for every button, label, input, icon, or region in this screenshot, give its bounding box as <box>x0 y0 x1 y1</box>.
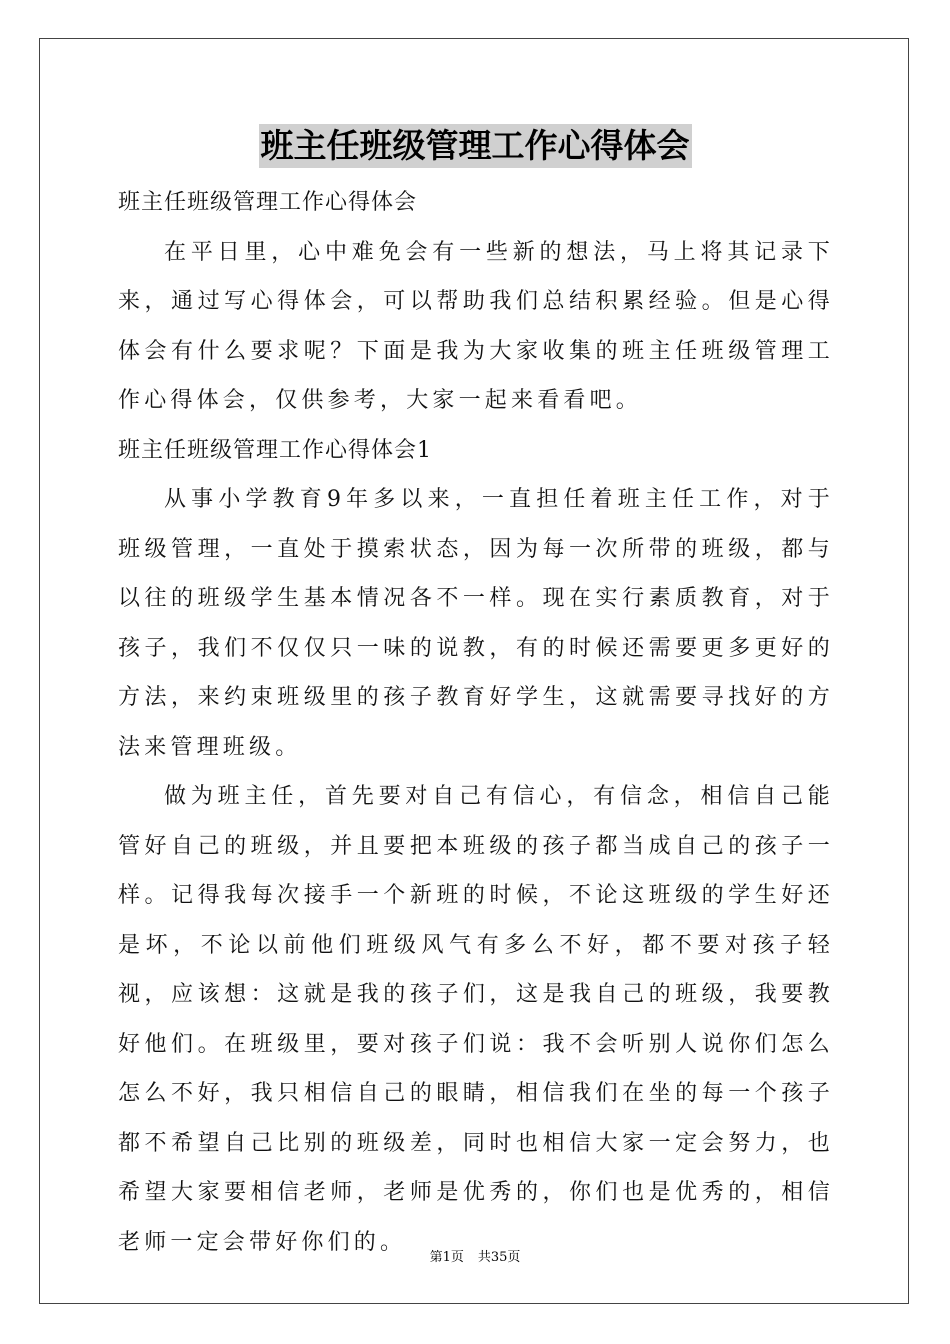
document-subtitle: 班主任班级管理工作心得体会 <box>118 190 418 215</box>
page-footer <box>0 1246 950 1265</box>
body-paragraph-2: 做为班主任，首先要对自己有信心，有信念，相信自己能管好自己的班级，并且要把本班级的孩子都当成自己的孩子一样。记得我每次接手一个新班的时候，不论这班级的学生好还是坏，不论以前他们班级风气有多么不好，都不要对孩子轻视，应该想：这就是我的孩子们，这是我自己的班级，我要教好他们。在班级里，要对孩子们说：我不会听别人说你们怎么怎么不好，我只相信自己的眼睛，相信我们在坐的每一个孩子都不希望自己比别的班级差，同时也相信大家一定会努力，也希望大家要相信老师，老师是优秀的，你们也是优秀的，相信老师一定会带好你们的。 <box>118 784 834 1255</box>
document-title: 班主任班级管理工作心得体会 <box>259 124 692 168</box>
section-heading-1: 班主任班级管理工作心得体会1 <box>118 437 432 463</box>
body-paragraph-1: 从事小学教育9年多以来，一直担任着班主任工作，对于班级管理，一直处于摸索状态，因为每一次所带的班级，都与以往的班级学生基本情况各不一样。现在实行素质教育，对于孩子，我们不仅仅只一味的说教，有的时候还需要更多更好的方法，来约束班级里的孩子教育好学生，这就需要寻找好的方法来管理班级。 <box>118 487 834 760</box>
intro-paragraph: 在平日里，心中难免会有一些新的想法，马上将其记录下来，通过写心得体会，可以帮助我们总结积累经验。但是心得体会有什么要求呢？下面是我为大家收集的班主任班级管理工作心得体会，仅供参考，大家一起来看看吧。 <box>118 239 834 413</box>
page-number: 第1页 <box>429 1250 464 1265</box>
title-container <box>0 124 950 168</box>
document-body <box>118 178 834 1267</box>
total-pages: 共35页 <box>477 1250 521 1265</box>
